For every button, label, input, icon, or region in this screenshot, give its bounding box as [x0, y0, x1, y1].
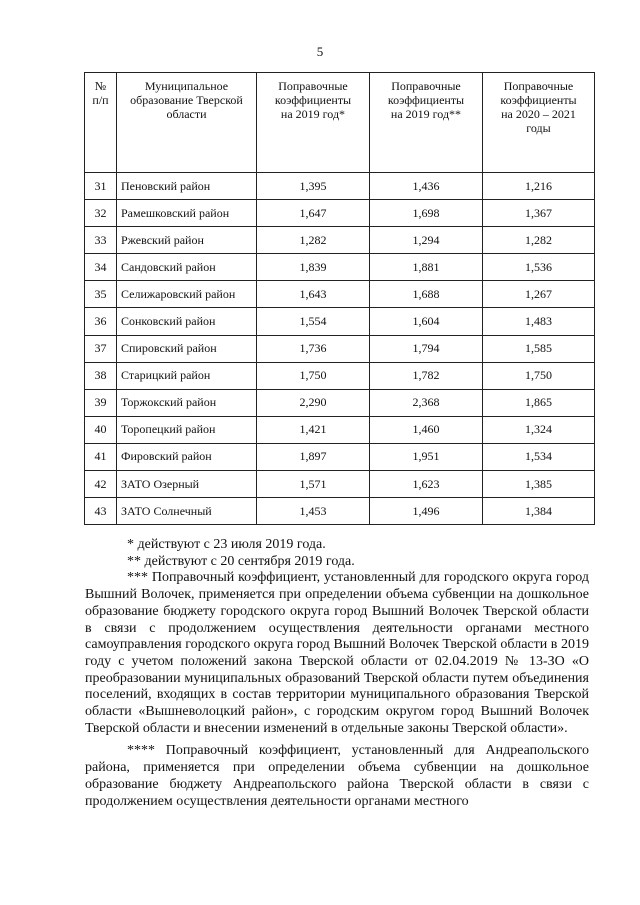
footnote-4: **** Поправочный коэффициент, установленный для Андреапольского района, применяется при определении объема субвенции на дошкольное образование бюджету Андреапольского района Тверской области в связи с продолжением осуществления деятельности органами местного	[85, 743, 589, 809]
cell-number: 37	[85, 335, 117, 362]
cell-coef-2019-b: 2,368	[370, 389, 483, 416]
cell-coef-2020-2021: 1,267	[483, 281, 595, 308]
cell-coef-2020-2021: 1,483	[483, 308, 595, 335]
cell-coef-2019-b: 1,436	[370, 173, 483, 200]
cell-coef-2019-b: 1,496	[370, 498, 483, 525]
cell-number: 34	[85, 254, 117, 281]
cell-coef-2020-2021: 1,367	[483, 200, 595, 227]
table-row	[85, 498, 595, 525]
cell-municipality: Рамешковский район	[117, 200, 257, 227]
cell-coef-2020-2021: 1,216	[483, 173, 595, 200]
header-coef-2020-2021: Поправочные коэффициенты на 2020 – 2021 годы	[483, 73, 595, 173]
cell-number: 40	[85, 416, 117, 443]
cell-coef-2019-b: 1,623	[370, 471, 483, 498]
cell-number: 33	[85, 227, 117, 254]
cell-number: 39	[85, 389, 117, 416]
cell-number: 42	[85, 471, 117, 498]
header-coef-2019-b: Поправочные коэффициенты на 2019 год**	[370, 73, 483, 173]
cell-coef-2019-a: 1,736	[257, 335, 370, 362]
cell-coef-2019-a: 1,395	[257, 173, 370, 200]
cell-municipality: Торжокский район	[117, 389, 257, 416]
cell-coef-2019-b: 1,460	[370, 416, 483, 443]
table-row	[85, 227, 595, 254]
cell-coef-2019-b: 1,951	[370, 443, 483, 470]
cell-coef-2019-b: 1,688	[370, 281, 483, 308]
cell-number: 32	[85, 200, 117, 227]
cell-municipality: Старицкий район	[117, 362, 257, 389]
footnote-2: ** действуют с 20 сентября 2019 года.	[127, 553, 355, 569]
cell-coef-2020-2021: 1,585	[483, 335, 595, 362]
table-row	[85, 471, 595, 498]
cell-number: 35	[85, 281, 117, 308]
footnotes	[85, 537, 589, 810]
cell-coef-2019-b: 1,698	[370, 200, 483, 227]
cell-municipality: Пеновский район	[117, 173, 257, 200]
page-number: 5	[316, 44, 324, 59]
cell-coef-2019-a: 1,839	[257, 254, 370, 281]
cell-coef-2019-a: 2,290	[257, 389, 370, 416]
table-row	[85, 389, 595, 416]
cell-coef-2019-b: 1,604	[370, 308, 483, 335]
cell-coef-2020-2021: 1,750	[483, 362, 595, 389]
cell-coef-2019-b: 1,881	[370, 254, 483, 281]
cell-coef-2020-2021: 1,865	[483, 389, 595, 416]
table-row	[85, 173, 595, 200]
cell-coef-2019-a: 1,421	[257, 416, 370, 443]
cell-coef-2020-2021: 1,324	[483, 416, 595, 443]
cell-coef-2020-2021: 1,534	[483, 443, 595, 470]
table-row	[85, 281, 595, 308]
cell-municipality: Ржевский район	[117, 227, 257, 254]
footnote-3: *** Поправочный коэффициент, установленный для городского округа город Вышний Волочек, применяется при определении объема субвенции на дошкольное образование бюджету городского округа город Вышний Волочек Тверской области в связи с продолжением осуществления деятельности органами местного самоуправления городского округа город Вышний Волочек Тверской области в 2019 году с учетом положений закона Тверской области от 02.04.2019 № 13-ЗО «О преобразовании муниципальных образований Тверской области путем объединения поселений, входящих в состав территории муниципального образования Тверской области «Вышневолоцкий район», с городским округом город Вышний Волочек Тверской области и внесении изменений в отдельные законы Тверской области».	[85, 570, 589, 736]
cell-coef-2019-a: 1,643	[257, 281, 370, 308]
cell-coef-2019-a: 1,897	[257, 443, 370, 470]
cell-coef-2019-b: 1,294	[370, 227, 483, 254]
table-row	[85, 335, 595, 362]
cell-coef-2020-2021: 1,536	[483, 254, 595, 281]
table-row	[85, 308, 595, 335]
cell-coef-2019-a: 1,750	[257, 362, 370, 389]
cell-number: 38	[85, 362, 117, 389]
table-row	[85, 362, 595, 389]
cell-coef-2020-2021: 1,384	[483, 498, 595, 525]
cell-municipality: Сонковский район	[117, 308, 257, 335]
cell-coef-2020-2021: 1,282	[483, 227, 595, 254]
header-number: № п/п	[85, 73, 117, 173]
cell-municipality: Торопецкий район	[117, 416, 257, 443]
table-row	[85, 416, 595, 443]
cell-coef-2019-a: 1,282	[257, 227, 370, 254]
cell-number: 36	[85, 308, 117, 335]
table-row	[85, 443, 595, 470]
cell-municipality: Фировский район	[117, 443, 257, 470]
table-row	[85, 254, 595, 281]
cell-municipality: Спировский район	[117, 335, 257, 362]
header-municipality: Муниципальное образование Тверской области	[117, 73, 257, 173]
cell-coef-2019-b: 1,782	[370, 362, 483, 389]
cell-municipality: Селижаровский район	[117, 281, 257, 308]
cell-municipality: ЗАТО Озерный	[117, 471, 257, 498]
cell-coef-2019-a: 1,571	[257, 471, 370, 498]
cell-coef-2019-a: 1,647	[257, 200, 370, 227]
footnote-1: * действуют с 23 июля 2019 года.	[127, 537, 326, 552]
table-header-row	[85, 73, 595, 173]
table-row	[85, 200, 595, 227]
cell-coef-2019-b: 1,794	[370, 335, 483, 362]
header-coef-2019-a: Поправочные коэффициенты на 2019 год*	[257, 73, 370, 173]
cell-coef-2019-a: 1,554	[257, 308, 370, 335]
cell-coef-2020-2021: 1,385	[483, 471, 595, 498]
coefficients-table	[84, 72, 595, 525]
cell-number: 41	[85, 443, 117, 470]
cell-municipality: ЗАТО Солнечный	[117, 498, 257, 525]
cell-municipality: Сандовский район	[117, 254, 257, 281]
cell-number: 31	[85, 173, 117, 200]
cell-number: 43	[85, 498, 117, 525]
cell-coef-2019-a: 1,453	[257, 498, 370, 525]
